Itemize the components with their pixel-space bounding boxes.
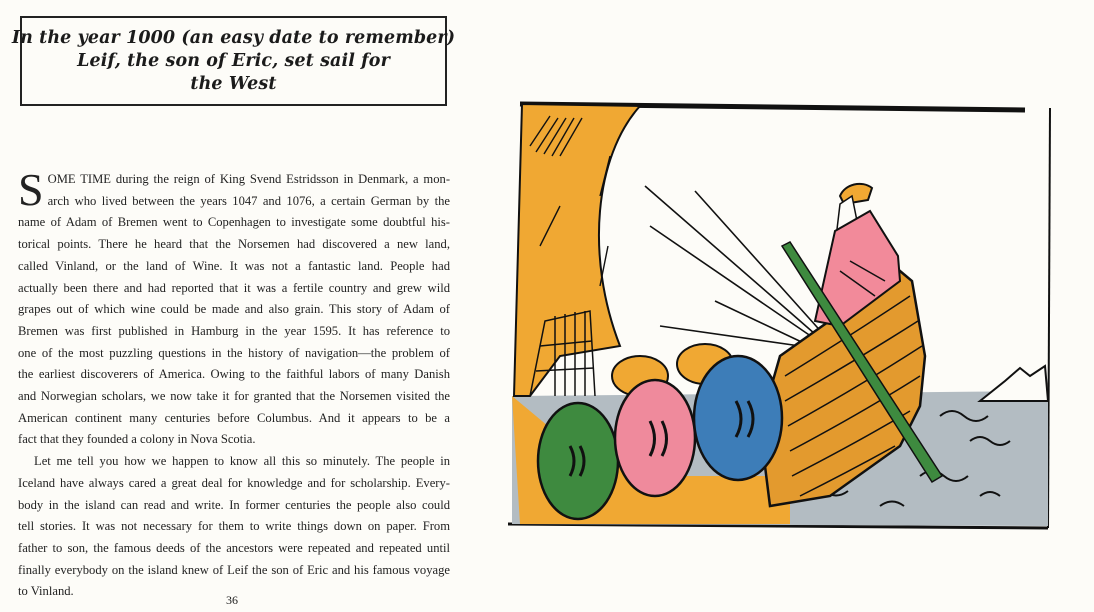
text-line: one of the most puzzling questions in the history of navigation—the problem of	[18, 345, 450, 360]
text-line: American continent many centuries before Columbus. And it appears to be a	[18, 410, 450, 425]
viking-ship-illustration	[500, 96, 1060, 536]
text-line: fact that they founded a colony in Nova Scotia.	[18, 432, 256, 447]
lead-in: OME TIME	[47, 172, 111, 186]
right-page	[500, 96, 1060, 536]
text-line: arch who lived between the years 1047 and 1076, a certain German by the	[47, 193, 450, 208]
text-line: actually been there and had reported that it was a fertile country and grew wild	[18, 280, 450, 295]
text-line: body in the island can read and write. In former centuries the people also could	[18, 497, 450, 512]
text-line: the earliest discoverers of America. Owing to the faithful labors of many Danish	[18, 367, 450, 382]
text-line	[18, 169, 450, 191]
text-line: grapes out of which wine could be made and also grain. This story of Adam of	[18, 302, 450, 317]
drop-cap: S	[18, 164, 44, 215]
text-line: finally everybody on the island knew of Leif the son of Eric and his famous voyage	[18, 562, 450, 577]
text-line: Iceland have always cared a great deal for knowledge and for scholarship. Every-	[18, 475, 450, 490]
chapter-title-line-1: In the year 1000 (an easy date to remember)	[11, 27, 456, 48]
text-line: called Vinland, or the land of Wine. It was not a fantastic land. People had	[18, 258, 450, 273]
text-line: and Norwegian scholars, we now take it for granted that the Norsemen visited the	[18, 389, 450, 404]
text-line: tell stories. It was not necessary for them to write things down on paper. From	[18, 519, 450, 534]
body-text	[18, 164, 451, 603]
text-line: name of Adam of Bremen went to Copenhagen to investigate some doubtful his-	[18, 215, 450, 230]
text-line: torical points. There he heard that the Norsemen had discovered a new land,	[18, 237, 450, 252]
text-line: father to son, the famous deeds of the ancestors were repeated and repeated until	[18, 540, 450, 555]
text-line: Let me tell you how we happen to know all this so minutely. The people in	[34, 454, 450, 469]
chapter-title-line-3: the West	[190, 73, 277, 94]
page-number: 36	[226, 593, 238, 607]
left-page	[0, 0, 480, 612]
shield-blue	[694, 356, 782, 480]
distant-rock	[980, 366, 1048, 401]
text-line: to Vinland.	[18, 584, 74, 599]
text-line-rest: during the reign of King Svend Estridsson in Denmark, a mon-	[110, 172, 451, 186]
text-line: Bremen was first published in Hamburg in the year 1595. It has reference to	[18, 323, 450, 338]
chapter-title-box	[11, 16, 456, 106]
sail	[514, 104, 640, 396]
chapter-title-line-2: Leif, the son of Eric, set sail for	[77, 50, 390, 71]
shield-green	[538, 403, 618, 519]
